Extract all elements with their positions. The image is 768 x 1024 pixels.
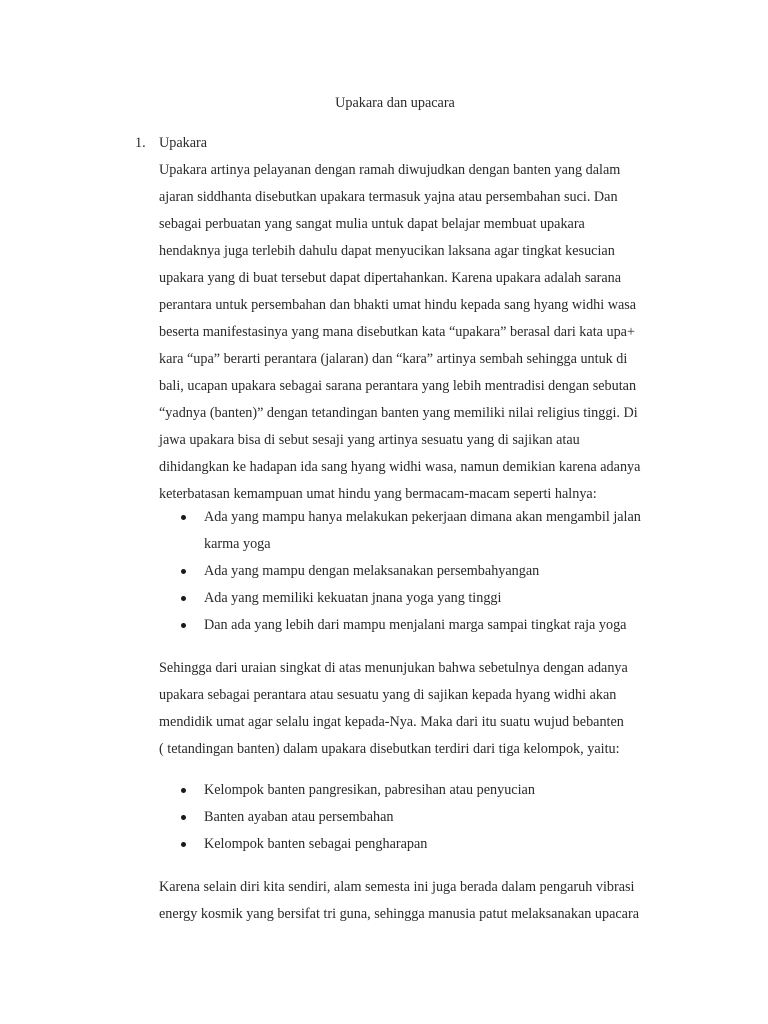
bullet-list-2 [159,777,679,858]
bullet-icon [181,842,186,847]
bullet-icon [181,515,186,520]
list-item-text: Ada yang mampu dengan melaksanakan persembahyangan [204,563,540,579]
bullet-icon [181,623,186,628]
bullet-list-1 [159,504,679,639]
text-line: bali, ucapan upakara sebagai sarana perantara yang lebih mentradisi dengan sebutan [159,378,637,394]
text-line: Upakara artinya pelayanan dengan ramah diwujudkan dengan banten yang dalam [159,162,621,178]
paragraph-2 [159,655,679,763]
list-item [159,777,679,804]
text-line: ( tetandingan banten) dalam upakara disebutkan terdiri dari tiga kelompok, yaitu: [159,741,620,757]
paragraph-3 [159,874,679,928]
text-line: keterbatasan kemampuan umat hindu yang bermacam-macam seperti halnya: [159,486,597,502]
list-item [159,804,679,831]
text-line: “yadnya (banten)” dengan tetandingan banten yang memiliki nilai religius tinggi. Di [159,405,638,421]
bullet-icon [181,788,186,793]
list-item [159,831,679,858]
text-line: upakara yang di buat tersebut dapat dipertahankan. Karena upakara adalah sarana [159,270,622,286]
list-item-text: Kelompok banten sebagai pengharapan [204,836,428,852]
list-item-text: Ada yang memiliki kekuatan jnana yoga yang tinggi [204,590,502,606]
text-line: Karena selain diri kita sendiri, alam semesta ini juga berada dalam pengaruh vibrasi [159,879,635,895]
text-line: ajaran siddhanta disebutkan upakara termasuk yajna atau persembahan suci. Dan [159,189,618,205]
text-line: beserta manifestasinya yang mana disebutkan kata “upakara” berasal dari kata upa+ [159,324,635,340]
text-line: sebagai perbuatan yang sangat mulia untuk dapat belajar membuat upakara [159,216,585,232]
bullet-icon [181,596,186,601]
bullet-icon [181,569,186,574]
section-title: Upakara [159,135,208,151]
list-item [159,504,679,558]
paragraph-1 [159,157,679,508]
list-item [159,558,679,585]
bullet-icon [181,815,186,820]
text-line: upakara sebagai perantara atau sesuatu yang di sajikan kepada hyang widhi akan [159,687,617,703]
list-item-text: Dan ada yang lebih dari mampu menjalani marga sampai tingkat raja yoga [204,617,627,633]
text-line: kara “upa” berarti perantara (jalaran) dan “kara” artinya sembah sehingga untuk di [159,351,628,367]
section-number: 1. [135,135,146,151]
list-item [159,612,679,639]
list-item [159,585,679,612]
list-item-text: karma yoga [204,536,271,552]
document-title: Upakara dan upacara [335,95,455,111]
list-item-text: Banten ayaban atau persembahan [204,809,394,825]
text-line: Sehingga dari uraian singkat di atas menunjukan bahwa sebetulnya dengan adanya [159,660,628,676]
list-item-text: Kelompok banten pangresikan, pabresihan atau penyucian [204,782,535,798]
text-line: hendaknya juga terlebih dahulu dapat menyucikan laksana agar tingkat kesucian [159,243,615,259]
list-item-text: Ada yang mampu hanya melakukan pekerjaan dimana akan mengambil jalan [204,509,641,525]
text-line: jawa upakara bisa di sebut sesaji yang artinya sesuatu yang di sajikan atau [159,432,580,448]
text-line: energy kosmik yang bersifat tri guna, sehingga manusia patut melaksanakan upacara [159,906,639,922]
text-line: perantara untuk persembahan dan bhakti umat hindu kepada sang hyang widhi wasa [159,297,637,313]
text-line: dihidangkan ke hadapan ida sang hyang widhi wasa, namun demikian karena adanya [159,459,641,475]
text-line: mendidik umat agar selalu ingat kepada-Nya. Maka dari itu suatu wujud bebanten [159,714,624,730]
